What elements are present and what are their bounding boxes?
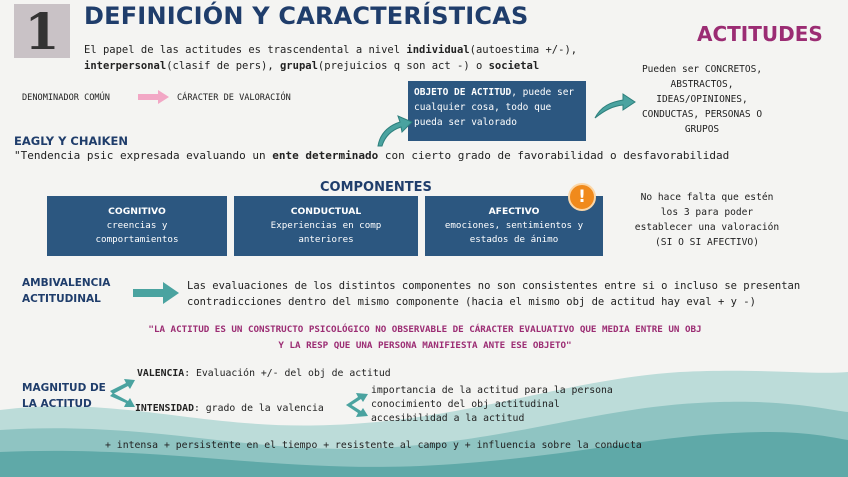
component-card bbox=[47, 196, 227, 256]
component-card bbox=[234, 196, 418, 256]
curved-arrow-icon bbox=[374, 110, 414, 148]
component-desc: creencias y bbox=[106, 220, 168, 231]
component-title: COGNITIVO bbox=[108, 206, 166, 217]
definition-text bbox=[14, 149, 729, 162]
component-desc: Experiencias en comp bbox=[270, 220, 382, 231]
definition-bold: ente determinado bbox=[272, 149, 379, 162]
side-title: ACTITUDES bbox=[697, 22, 823, 46]
label-line: AMBIVALENCIA bbox=[22, 277, 111, 289]
pueden-line: IDEAS/OPINIONES, bbox=[656, 94, 748, 105]
definition-part: "Tendencia psic expresada evaluando un bbox=[14, 149, 273, 162]
objeto-text: , puede ser cualquier cosa, todo que pueda ser valorado bbox=[414, 87, 575, 128]
section-number: 1 bbox=[24, 1, 60, 61]
intro-text: El papel de las actitudes es trascendental a nivel bbox=[84, 44, 407, 56]
componentes-title: COMPONENTES bbox=[320, 180, 432, 195]
pueden-ser-text bbox=[632, 62, 772, 137]
footer-text: + intensa + persistente en el tiempo + resistente al campo y + influencia sobre la conducta bbox=[105, 440, 642, 451]
pink-arrow-icon bbox=[138, 89, 170, 105]
component-title: AFECTIVO bbox=[488, 206, 540, 217]
component-desc: estados de ánimo bbox=[469, 234, 559, 245]
objeto-bold: OBJETO DE ACTITUD bbox=[414, 87, 512, 98]
caracter-label: CÁRACTER DE VALORACIÓN bbox=[177, 93, 291, 103]
note-line: No hace falta que estén bbox=[640, 192, 774, 203]
teal-arrow-icon bbox=[593, 90, 637, 120]
list-item: importancia de la actitud para la persona bbox=[371, 385, 613, 396]
note-line: los 3 para poder bbox=[660, 207, 754, 218]
intro-text: (clasif de pers), bbox=[166, 60, 280, 72]
valencia-bold: VALENCIA bbox=[137, 368, 185, 379]
pueden-line: CONDUCTAS, PERSONAS O bbox=[641, 109, 763, 120]
split-arrows-icon bbox=[344, 391, 370, 419]
component-desc: emociones, sentimientos y bbox=[444, 220, 584, 231]
component-desc: comportamientos bbox=[95, 234, 179, 245]
component-desc: anteriores bbox=[298, 234, 354, 245]
note-text bbox=[632, 190, 782, 250]
ambivalencia-label bbox=[22, 275, 110, 307]
quote-line: "LA ACTITUD ES UN CONSTRUCTO PSICOLÓGICO NO OBSERVABLE DE CÁRACTER EVALUATIVO QUE MEDIA ENTRE UN OBJ bbox=[148, 324, 702, 335]
note-line: establecer una valoración bbox=[634, 222, 780, 233]
denominador-label: DENOMINADOR COMÚN bbox=[22, 93, 110, 103]
pueden-line: Pueden ser CONCRETOS, bbox=[641, 64, 763, 75]
intensidad-desc: : grado de la valencia bbox=[193, 403, 324, 414]
objeto-actitud-box bbox=[408, 81, 586, 141]
alert-icon bbox=[568, 183, 596, 211]
intensidad-text bbox=[135, 403, 324, 414]
definition-part: con cierto grado de favorabilidad o desfavorabilidad bbox=[378, 149, 730, 162]
intro-bold: societal bbox=[488, 60, 540, 72]
intensidad-bold: INTENSIDAD bbox=[135, 403, 194, 414]
valencia-text bbox=[137, 368, 391, 379]
right-arrow-icon bbox=[133, 280, 181, 306]
quote-text bbox=[40, 322, 810, 354]
list-item: accesibilidad a la actitud bbox=[371, 413, 525, 424]
pueden-line: ABSTRACTOS, bbox=[670, 79, 734, 90]
text-line: contradicciones dentro del mismo componente (hacia el mismo obj de actitud hay eval + y -) bbox=[187, 296, 756, 308]
pueden-line: GRUPOS bbox=[684, 124, 720, 135]
label-line: ACTITUDINAL bbox=[22, 293, 101, 305]
valencia-desc: : Evaluación +/- del obj de actitud bbox=[184, 368, 391, 379]
section-number-badge bbox=[14, 1, 70, 61]
intro-text: (autoestima +/-), bbox=[469, 44, 578, 56]
label-line: LA ACTITUD bbox=[22, 398, 92, 410]
factors-list bbox=[371, 384, 613, 426]
list-item: conocimiento del obj actitudinal bbox=[371, 399, 560, 410]
ambivalencia-text bbox=[187, 278, 827, 310]
intro-bold: individual bbox=[406, 44, 470, 56]
text-line: Las evaluaciones de los distintos componentes no son consistentes entre si o incluso se presentan bbox=[187, 280, 801, 292]
page-title: DEFINICIÓN Y CARACTERÍSTICAS bbox=[84, 2, 529, 30]
branch-arrows-icon bbox=[108, 377, 136, 411]
alert-mark: ! bbox=[578, 187, 586, 207]
quote-line: Y LA RESP QUE UNA PERSONA MANIFIESTA ANTE ESE OBJETO" bbox=[278, 340, 572, 351]
eagly-heading: EAGLY Y CHAIKEN bbox=[14, 134, 129, 148]
intro-bold: interpersonal bbox=[84, 60, 167, 72]
intro-bold: grupal bbox=[279, 60, 318, 72]
magnitud-label bbox=[22, 380, 106, 412]
label-line: MAGNITUD DE bbox=[22, 382, 106, 394]
intro-paragraph bbox=[84, 42, 604, 74]
intro-text: (prejuicios q son act -) o bbox=[317, 60, 489, 72]
component-title: CONDUCTUAL bbox=[290, 206, 362, 217]
note-line: (SI O SI AFECTIVO) bbox=[655, 237, 759, 248]
